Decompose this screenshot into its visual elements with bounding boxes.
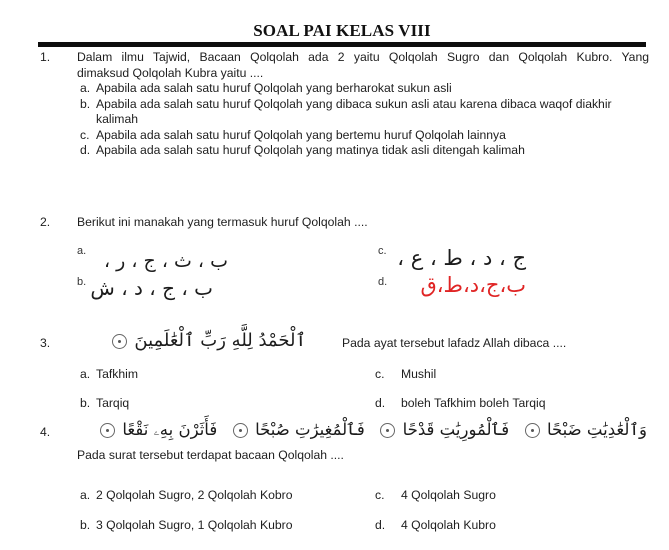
- ayah-end-icon: [112, 334, 127, 349]
- verse-text: ٱلْحَمْدُ لِلَّهِ رَبِّ ٱلْعَٰلَمِينَ: [134, 330, 306, 351]
- verse-3: فَٱلْمُغِيرَٰتِ صُبْحًا: [255, 420, 365, 439]
- question-text-cont: dimaksud Qolqolah Kubra yaitu ....: [77, 65, 264, 80]
- question-number: 4.: [40, 425, 51, 439]
- option-label: c.: [378, 245, 387, 257]
- question-text: Berikut ini manakah yang termasuk huruf Qolqolah ....: [77, 215, 368, 229]
- option-d[interactable]: boleh Tafkhim boleh Tarqiq: [401, 396, 546, 410]
- option-b-cont: kalimah: [96, 112, 138, 126]
- quran-verses: [77, 420, 647, 440]
- ayah-end-icon: [525, 423, 540, 438]
- option-label: c.: [375, 488, 385, 502]
- option-c[interactable]: Mushil: [401, 367, 437, 381]
- option-label: d.: [378, 276, 388, 288]
- question-number: 3.: [40, 336, 51, 350]
- option-label: a.: [80, 81, 91, 95]
- verse-1: وَٱلْعَٰدِيَٰتِ ضَبْحًا: [547, 420, 647, 439]
- option-c[interactable]: Apabila ada salah satu huruf Qolqolah yang bertemu huruf Qolqolah lainnya: [96, 127, 506, 142]
- option-d[interactable]: 4 Qolqolah Kubro: [401, 518, 496, 532]
- option-label: d.: [375, 396, 386, 410]
- option-a[interactable]: ب ، ث ، ج ، ر ،: [103, 250, 228, 272]
- question-text: Pada surat tersebut terdapat bacaan Qolqolah ....: [77, 448, 344, 462]
- option-b[interactable]: ب ، ج ، د ، ش: [90, 276, 213, 300]
- option-label: b.: [80, 518, 91, 532]
- verse-4: فَأَثَرْنَ بِهِۦ نَقْعًا: [122, 420, 218, 439]
- ayah-end-icon: [100, 423, 115, 438]
- document-title: SOAL PAI KELAS VIII: [253, 21, 431, 40]
- option-label: b.: [77, 276, 87, 288]
- title-divider: [38, 42, 646, 47]
- option-b[interactable]: 3 Qolqolah Sugro, 1 Qolqolah Kubro: [96, 518, 293, 532]
- verse-2: فَٱلْمُورِيَٰتِ قَدْحًا: [402, 420, 510, 439]
- question-text: Dalam ilmu Tajwid, Bacaan Qolqolah ada 2 yaitu Qolqolah Sugro dan Qolqolah Kubro. Yang: [77, 50, 649, 64]
- option-label: c.: [375, 367, 385, 381]
- option-label: c.: [80, 127, 90, 142]
- option-label: d.: [80, 143, 91, 157]
- question-number: 1.: [40, 50, 51, 64]
- option-b[interactable]: Apabila ada salah satu huruf Qolqolah yang dibaca sukun asli atau karena dibaca waqof diakhir: [96, 96, 612, 111]
- option-d[interactable]: Apabila ada salah satu huruf Qolqolah yang matinya tidak asli ditengah kalimah: [96, 143, 525, 157]
- option-a[interactable]: Apabila ada salah satu huruf Qolqolah yang berharokat sukun asli: [96, 81, 452, 95]
- option-label: b.: [80, 396, 91, 410]
- option-c[interactable]: 4 Qolqolah Sugro: [401, 488, 496, 502]
- question-text: Pada ayat tersebut lafadz Allah dibaca ....: [342, 336, 567, 350]
- option-b[interactable]: Tarqiq: [96, 396, 130, 410]
- quran-verse: [96, 330, 306, 351]
- option-c[interactable]: ج ، د ، ط ، ع ،: [397, 246, 526, 270]
- question-number: 2.: [40, 215, 51, 229]
- option-label: a.: [80, 367, 91, 381]
- option-label: b.: [80, 96, 91, 111]
- option-a[interactable]: 2 Qolqolah Sugro, 2 Qolqolah Kobro: [96, 488, 293, 502]
- option-label: a.: [80, 488, 91, 502]
- option-label: a.: [77, 245, 87, 257]
- option-a[interactable]: Tafkhim: [96, 367, 138, 381]
- option-d[interactable]: ب،ج،د،ط،ق: [420, 273, 526, 297]
- ayah-end-icon: [380, 423, 395, 438]
- ayah-end-icon: [233, 423, 248, 438]
- option-label: d.: [375, 518, 386, 532]
